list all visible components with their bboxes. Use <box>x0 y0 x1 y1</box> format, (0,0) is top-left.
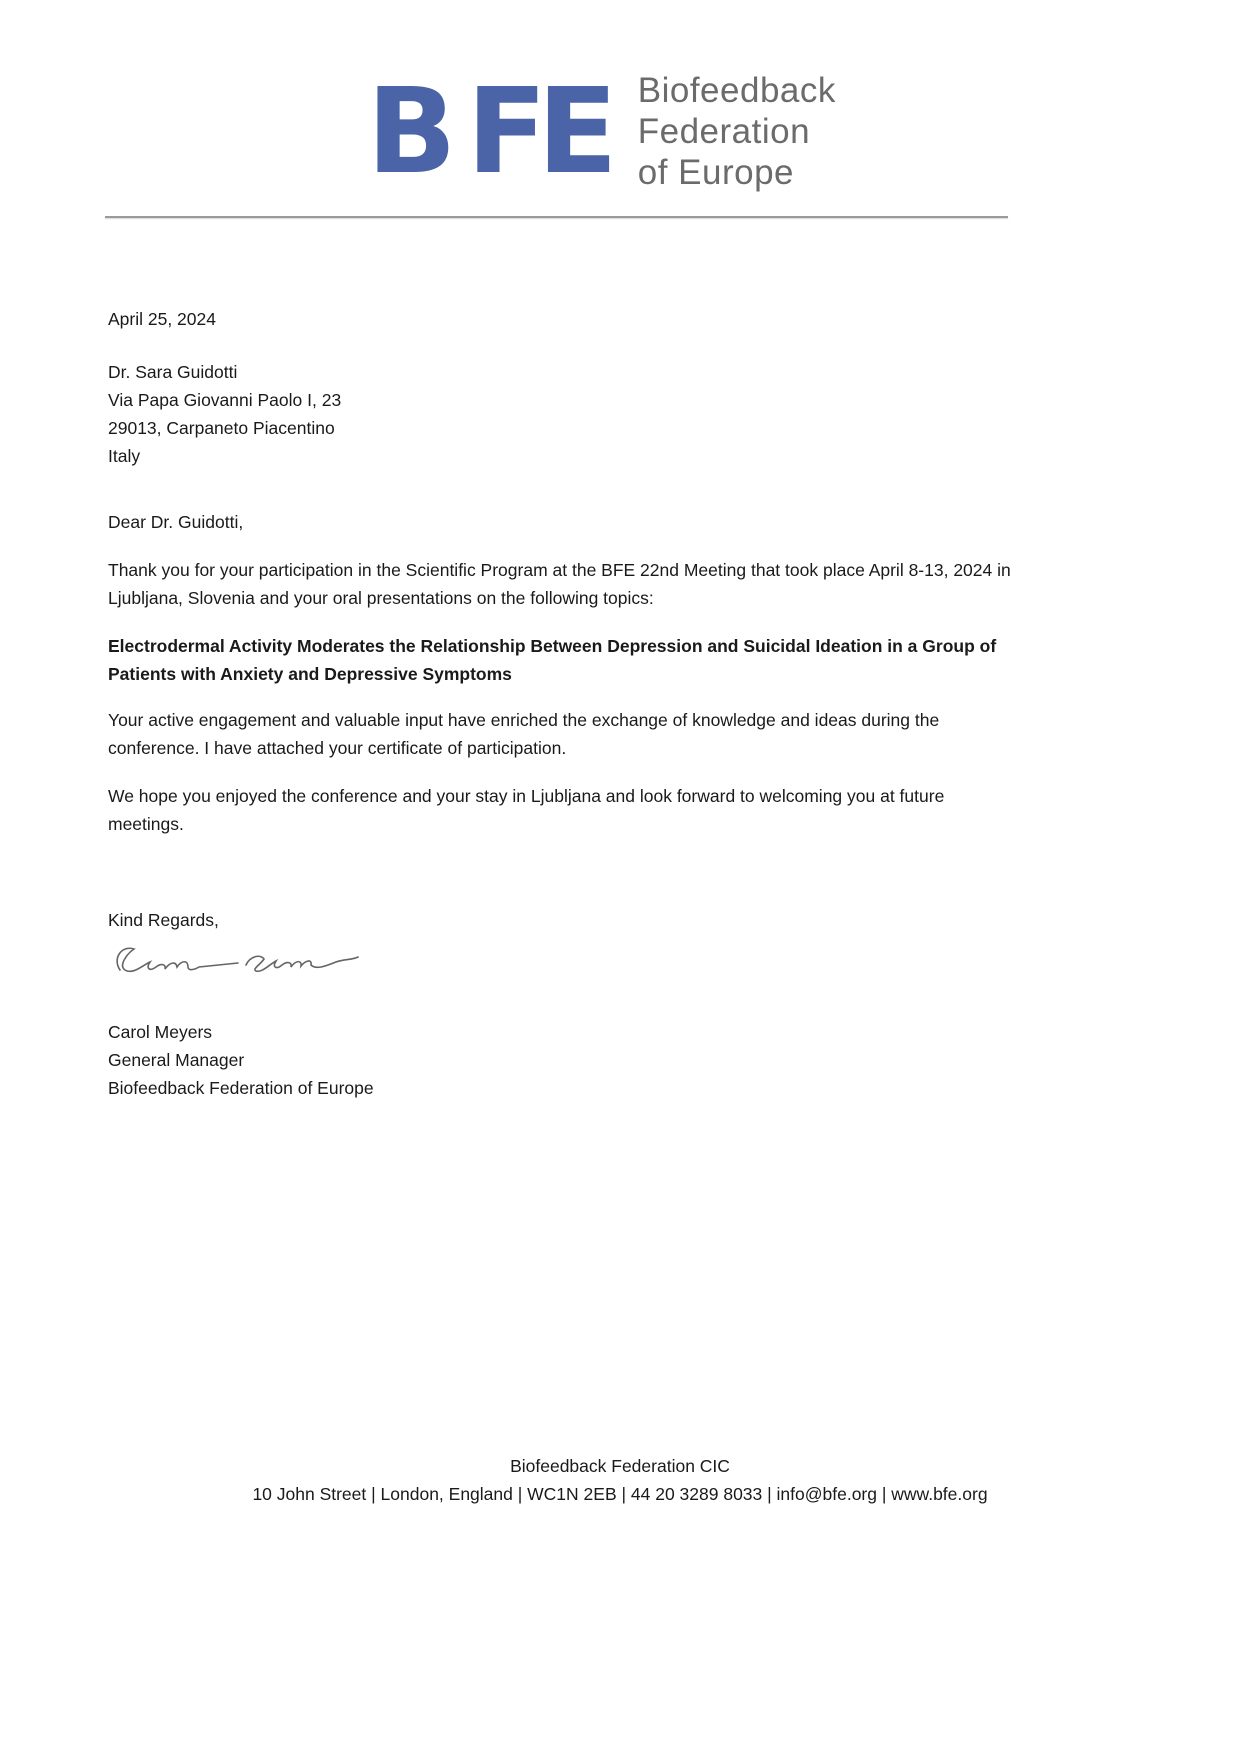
logo-letters-fe: FE <box>466 62 608 201</box>
bfe-logo-mark <box>366 62 608 201</box>
signer-title: General Manager <box>108 1050 245 1070</box>
recipient-name: Dr. Sara Guidotti <box>108 362 238 382</box>
closing: Kind Regards, <box>108 910 219 930</box>
recipient-city: 29013, Carpaneto Piacentino <box>108 418 335 438</box>
logo-text-line-2: Federation <box>637 112 811 151</box>
letter-footer <box>0 1452 1240 1508</box>
signer-name: Carol Meyers <box>108 1022 213 1042</box>
body-paragraph-farewell: We hope you enjoyed the conference and your stay in Ljubljana and look forward to welcoming you at future meetings. <box>108 786 945 834</box>
footer-contact-line: 10 John Street | London, England | WC1N 2EB | 44 20 3289 8033 | info@bfe.org | www.bfe.org <box>252 1484 988 1504</box>
intro-paragraph: Thank you for your participation in the Scientific Program at the BFE 22nd Meeting that took place April 8-13, 2024 in Ljubljana, Slovenia and your oral presentations on the following topics: <box>108 560 1011 608</box>
recipient-street: Via Papa Giovanni Paolo I, 23 <box>108 390 342 410</box>
logo-text-line-1: Biofeedback <box>637 71 836 110</box>
recipient-country: Italy <box>108 446 141 466</box>
salutation: Dear Dr. Guidotti, <box>108 512 244 532</box>
recipient-address <box>108 358 1013 470</box>
header-divider <box>105 216 1008 218</box>
bfe-logo <box>366 62 836 201</box>
handwritten-signature <box>106 936 366 988</box>
presentation-title: Electrodermal Activity Moderates the Relationship Between Depression and Suicidal Ideation in a Group of Patients with Anxiety and Depressive Symptoms <box>108 636 997 684</box>
logo-letter-b: B <box>366 62 453 201</box>
bfe-logo-wordmark <box>638 70 836 193</box>
signer-organization: Biofeedback Federation of Europe <box>108 1078 374 1098</box>
logo-text-line-3: of Europe <box>637 153 795 192</box>
letter-date: April 25, 2024 <box>108 309 216 329</box>
footer-organization: Biofeedback Federation CIC <box>510 1456 730 1476</box>
body-paragraph-engagement: Your active engagement and valuable input have enriched the exchange of knowledge and ideas during the conference. I have attached your certificate of participation. <box>108 710 940 758</box>
signature-scribble-icon <box>106 936 366 988</box>
signer-block <box>108 1018 1013 1102</box>
